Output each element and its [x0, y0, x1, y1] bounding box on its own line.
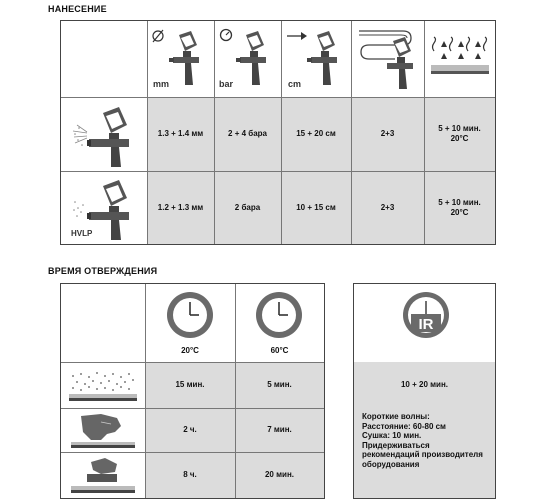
temp-60c-label: 60°C: [270, 346, 289, 355]
sanding-block-icon: [71, 456, 135, 494]
touch-dry-hand-icon: [71, 412, 135, 448]
app-row1-pressure: 2 + 4 бара: [214, 97, 281, 171]
app-row1-diameter: 1.3 + 1.4 мм: [147, 97, 214, 171]
spray-gun-icon: [71, 105, 141, 167]
ir-note-line: Короткие волны:: [362, 412, 430, 421]
unit-cm-label: cm: [288, 79, 302, 89]
cure-dust-60c: 5 мин.: [235, 362, 324, 408]
clock-20c-icon: [165, 290, 215, 340]
ir-lamp-icon: [401, 290, 451, 340]
unit-bar-label: bar: [219, 79, 234, 89]
ir-cure-time: 10 + 20 мин.: [400, 380, 449, 389]
application-table: [60, 20, 496, 245]
dust-free-icon: [69, 370, 137, 402]
ir-note-line: рекомендаций производителя: [362, 450, 483, 460]
ir-note-line: Расстояние: 60-80 см: [362, 421, 446, 431]
app-row1-flash-time: 5 + 10 мин. 20°C: [424, 97, 495, 171]
ir-note-line: Сушка: 10 мин.: [362, 431, 422, 441]
cure-touch-20c: 2 ч.: [145, 408, 235, 452]
cure-dust-20c: 15 мин.: [145, 362, 235, 408]
cure-sand-60c: 20 мин.: [235, 452, 324, 498]
cure-sand-20c: 8 ч.: [145, 452, 235, 498]
curing-table: [60, 283, 325, 499]
flash-off-evaporation-icon: [429, 37, 491, 77]
temp-20c-label: 20°C: [181, 346, 199, 355]
app-row2-distance: 10 + 15 см: [281, 171, 351, 244]
ir-note-line: оборудования: [362, 459, 420, 469]
app-row1-distance: 15 + 20 см: [281, 97, 351, 171]
ir-note-line: Придерживаться: [362, 440, 430, 450]
ir-icon-label: IR: [418, 316, 434, 333]
app-row2-flash-time: 5 + 10 мин. 20°C: [424, 171, 495, 244]
app-row2-coats: 2+3: [351, 171, 424, 244]
spray-coats-icon: [355, 25, 421, 93]
hvlp-label: HVLP: [71, 229, 93, 238]
cure-touch-60c: 7 мин.: [235, 408, 324, 452]
ir-instructions: [362, 412, 492, 470]
unit-mm-label: mm: [153, 79, 170, 89]
app-row1-coats: 2+3: [351, 97, 424, 171]
clock-60c-icon: [254, 290, 304, 340]
section-application-title: НАНЕСЕНИЕ: [48, 4, 107, 14]
app-row2-diameter: 1.2 + 1.3 мм: [147, 171, 214, 244]
app-row2-pressure: 2 бара: [214, 171, 281, 244]
section-curing-title: ВРЕМЯ ОТВЕРЖДЕНИЯ: [48, 266, 158, 276]
ir-curing-panel: [353, 283, 496, 499]
